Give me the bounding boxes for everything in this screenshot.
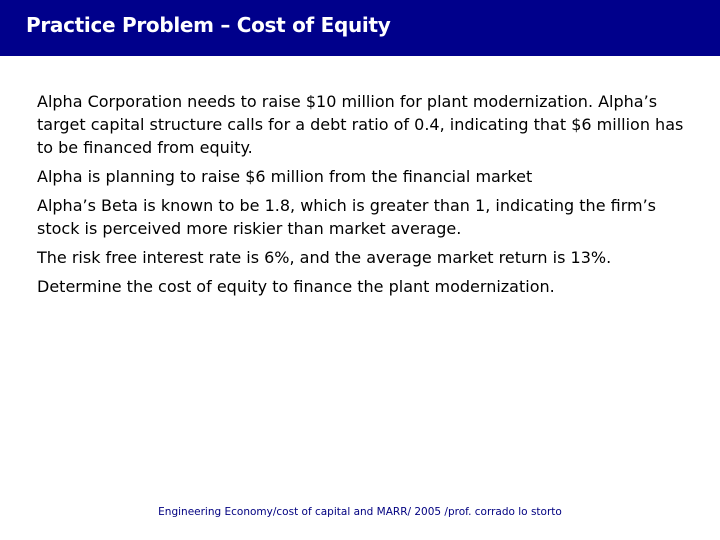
paragraph-beta: Alpha’s Beta is known to be 1.8, which is greater than 1, indicating the firm’s stock is perceived more riskier than market average. <box>37 196 656 238</box>
title-bar <box>0 0 720 56</box>
slide-content <box>37 90 687 304</box>
slide-footer: Engineering Economy/cost of capital and MARR/ 2005 /prof. corrado lo storto <box>158 506 562 518</box>
paragraph-rates: The risk free interest rate is 6%, and the average market return is 13%. <box>37 248 612 267</box>
paragraph-equity-raise: Alpha is planning to raise $6 million from the financial market <box>37 167 533 186</box>
slide-title: Practice Problem – Cost of Equity <box>26 13 391 37</box>
paragraph-question: Determine the cost of equity to finance the plant modernization. <box>37 277 555 296</box>
paragraph-problem-statement: Alpha Corporation needs to raise $10 million for plant modernization. Alpha’s target capital structure calls for a debt ratio of 0.4, indicating that $6 million has to be financed from equity. <box>37 92 684 157</box>
